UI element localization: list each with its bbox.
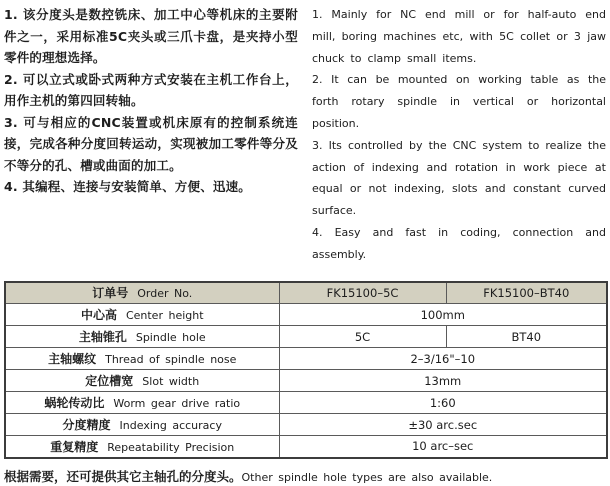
row-value-cell: 13mm — [279, 370, 607, 392]
row-value-cell: 2–3/16"–10 — [279, 348, 607, 370]
features-column-zh — [4, 4, 298, 198]
table-row-slot-width — [5, 370, 607, 392]
row-label-cell — [5, 436, 279, 458]
row-label-en: Indexing accuracy — [119, 419, 222, 433]
feature-item-en-4: 4. Easy and fast in coding, connection and assembly. — [312, 225, 606, 261]
features-section — [4, 4, 606, 266]
footnote-zh: 根据需要，还可提供其它主轴孔的分度头。 — [4, 468, 242, 484]
feature-item-zh-3: 3. 可与相应的CNC装置或机床原有的控制系统连接，完成各种分度回转运动，实现被加工零件等分及不等分的孔、槽或曲面的加工。 — [4, 114, 298, 173]
row-label-cell — [5, 370, 279, 392]
table-row-spindle-hole — [5, 326, 607, 348]
row-label-en: Repeatability Precision — [107, 440, 235, 454]
row-value-cell-bt40: BT40 — [446, 326, 607, 348]
feature-item-zh-4: 4. 其编程、连接与安装简单、方便、迅速。 — [4, 179, 251, 194]
row-label-cell — [5, 348, 279, 370]
row-label-zh: 中心高 — [80, 308, 117, 323]
row-value-cell: 100mm — [279, 304, 607, 326]
feature-item-en-3: 3. Its controlled by the CNC system to realize the action of indexing and rotation in work piece at equal or not indexing, slots and constant curved surface. — [312, 138, 606, 218]
row-value-cell: 10 arc–sec — [279, 436, 607, 458]
feature-item-zh-2: 2. 可以立式或卧式两种方式安装在主机工作台上，用作主机的第四回转轴。 — [4, 71, 298, 108]
table-row-spindle-thread — [5, 348, 607, 370]
table-row-indexing-accuracy — [5, 414, 607, 436]
order-no-label-zh: 订单号 — [92, 286, 129, 301]
order-no-header-cell — [5, 282, 279, 304]
row-label-zh: 重复精度 — [50, 439, 99, 454]
row-label-en: Center height — [125, 309, 204, 323]
model-header-cell-2: FK15100–BT40 — [446, 282, 607, 304]
table-header-row — [5, 282, 607, 304]
footnote-en: Other spindle hole types are also available. — [241, 470, 493, 484]
row-label-zh: 主轴锥孔 — [78, 330, 127, 345]
row-value-cell-5c: 5C — [279, 326, 446, 348]
order-no-label-en: Order No. — [137, 287, 193, 301]
row-label-cell — [5, 392, 279, 414]
row-label-en: Thread of spindle nose — [105, 353, 237, 367]
table-row-repeatability — [5, 436, 607, 458]
spec-table — [4, 281, 608, 459]
row-label-zh: 主轴螺纹 — [48, 352, 97, 367]
row-label-en: Slot width — [142, 375, 200, 389]
table-row-center-height — [5, 304, 607, 326]
feature-item-zh-1: 1. 该分度头是数控铣床、加工中心等机床的主要附件之一，采用标准5C夹头或三爪卡盘，是夹持小型零件的理想选择。 — [4, 7, 298, 65]
row-label-cell — [5, 414, 279, 436]
feature-item-en-1: 1. Mainly for NC end mill or for half-auto end mill, boring machines etc, with 5C collet or 3 jaw chuck to clamp small items. — [312, 8, 606, 65]
row-value-cell: 1:60 — [279, 392, 607, 414]
row-label-cell — [5, 304, 279, 326]
row-label-cell — [5, 326, 279, 348]
table-row-worm-gear-ratio — [5, 392, 607, 414]
row-label-en: Spindle hole — [135, 331, 206, 345]
features-column-en — [312, 4, 606, 266]
row-label-zh: 定位槽宽 — [85, 374, 134, 389]
row-label-zh: 分度精度 — [62, 418, 111, 433]
feature-item-en-2: 2. It can be mounted on working table as the forth rotary spindle in vertical or horizontal position. — [312, 73, 606, 130]
row-value-cell: ±30 arc.sec — [279, 414, 607, 436]
model-header-cell-1: FK15100–5C — [279, 282, 446, 304]
row-label-en: Worm gear drive ratio — [113, 397, 241, 411]
footnote — [4, 469, 606, 486]
row-label-zh: 蜗轮传动比 — [44, 396, 105, 411]
